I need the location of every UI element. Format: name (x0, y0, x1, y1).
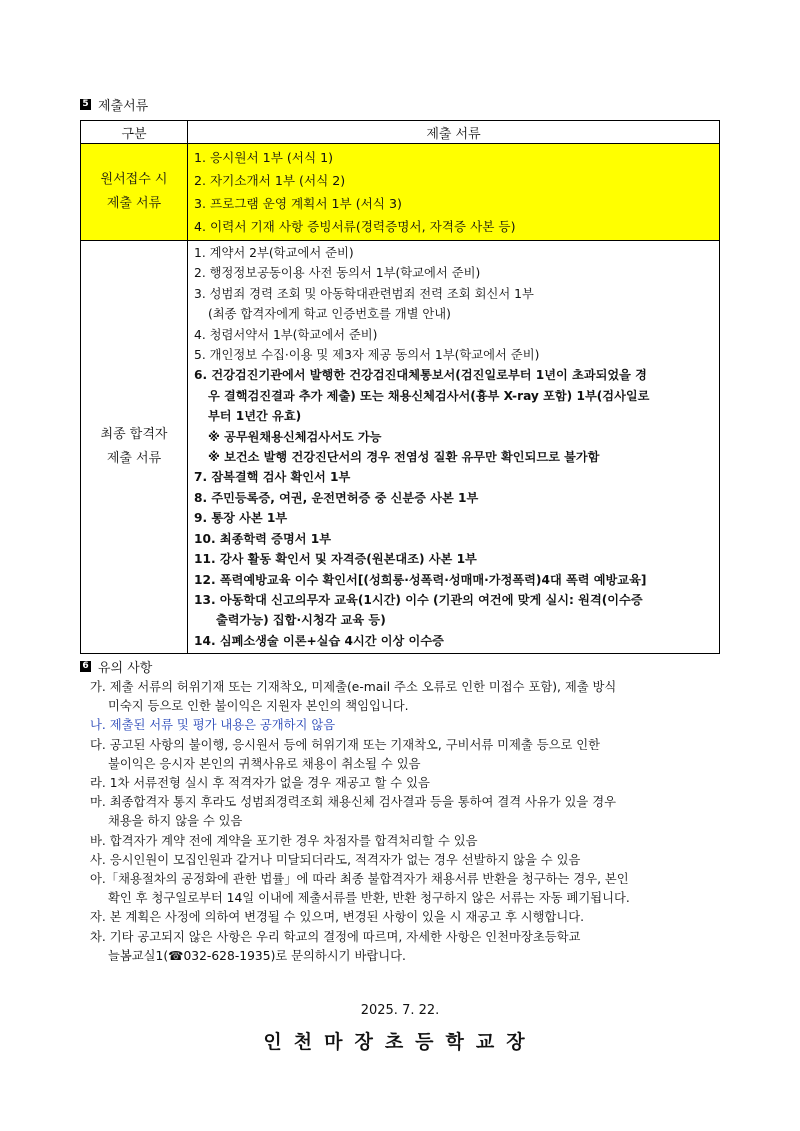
note-item (90, 832, 740, 851)
note-line: 확인 후 청구일로부터 14일 이내에 제출서류를 반환, 반환 청구하지 않은 서류는 자동 폐기됩니다. (108, 891, 630, 906)
note-item (90, 928, 740, 966)
documents-table (80, 120, 720, 654)
list-item: (최종 합격자에게 학교 인증번호를 개별 안내) (208, 307, 451, 322)
list-item: 9. 통장 사본 1부 (194, 511, 288, 526)
note-line: 늘봄교실1(☎032-628-1935)로 문의하시기 바랍니다. (108, 948, 406, 963)
header-documents: 제출 서류 (188, 121, 720, 144)
list-item: 11. 강사 활동 확인서 및 자격증(원본대조) 사본 1부 (194, 552, 477, 567)
list-item: 4. 청렴서약서 1부(학교에서 준비) (194, 327, 378, 342)
list-item: ※ 공무원채용신체검사서도 가능 (208, 429, 382, 444)
list-item: 3. 프로그램 운영 계획서 1부 (서식 3) (194, 196, 402, 211)
category-final (81, 241, 188, 654)
note-item (90, 870, 740, 908)
list-item: 2. 행정정보공동이용 사전 동의서 1부(학교에서 준비) (194, 266, 481, 281)
category-line: 원서접수 시 (100, 172, 168, 187)
header-category: 구분 (81, 121, 188, 144)
category-application (81, 144, 188, 241)
notes-list (90, 678, 740, 966)
list-item: 7. 잠복결핵 검사 확인서 1부 (194, 470, 351, 485)
table-row-final (81, 241, 720, 654)
list-item: 12. 폭력예방교육 이수 확인서[(성희롱·성폭력·성매매·가정폭력)4대 폭력 예방교육] (194, 572, 647, 587)
table-row-application (81, 144, 720, 241)
list-item: 2. 자기소개서 1부 (서식 2) (194, 173, 346, 188)
note-line: 채용을 하지 않을 수 있음 (108, 814, 243, 829)
list-item: 5. 개인정보 수집·이용 및 제3자 제공 동의서 1부(학교에서 준비) (194, 348, 540, 363)
document-date: 2025. 7. 22. (360, 1003, 440, 1018)
note-line: 차. 기타 공고되지 않은 사항은 우리 학교의 결정에 따르며, 자세한 사항은 인천마장초등학교 (90, 929, 581, 944)
section-number-badge: 5 (80, 99, 91, 110)
note-item (90, 716, 740, 735)
note-item (90, 774, 740, 793)
final-documents (188, 241, 720, 654)
section-title: 유의 사항 (98, 661, 153, 676)
list-item: 부터 1년간 유효) (208, 409, 302, 424)
category-line: 제출 서류 (106, 196, 162, 211)
list-item: 14. 심폐소생술 이론+실습 4시간 이상 이수증 (194, 633, 444, 648)
signer-title: 인천마장초등학교장 (263, 1031, 537, 1053)
note-item (90, 851, 740, 870)
list-item: 6. 건강검진기관에서 발행한 건강검진대체통보서(검진일로부터 1년이 초과되었을 경 (194, 368, 647, 383)
section-number-badge: 6 (80, 661, 91, 672)
note-line: 가. 제출 서류의 허위기재 또는 기재착오, 미제출(e-mail 주소 오류로 인한 미접수 포함), 제출 방식 (90, 680, 617, 694)
list-item: ※ 보건소 발행 건강진단서의 경우 전염성 질환 유무만 확인되므로 불가함 (208, 450, 600, 465)
note-item (90, 678, 740, 716)
note-item (90, 908, 740, 927)
note-item (90, 736, 740, 774)
list-item: 10. 최종학력 증명서 1부 (194, 531, 331, 546)
note-line: 미숙지 등으로 인한 불이익은 지원자 본인의 책임입니다. (108, 699, 409, 714)
note-line: 자. 본 계획은 사정에 의하여 변경될 수 있으며, 변경된 사항이 있을 시 재공고 후 시행합니다. (90, 910, 585, 925)
note-line: 다. 공고된 사항의 불이행, 응시원서 등에 허위기재 또는 기재착오, 구비서류 미제출 등으로 인한 (90, 737, 601, 752)
list-item: 1. 응시원서 1부 (서식 1) (194, 150, 334, 165)
section-title: 제출서류 (98, 99, 149, 114)
list-item: 우 결핵검진결과 추가 제출) 또는 채용신체검사서(흉부 X-ray 포함) 1부(검사일로 (208, 388, 650, 403)
application-documents (188, 144, 720, 241)
note-line: 라. 1차 서류전형 실시 후 적격자가 없을 경우 재공고 할 수 있음 (90, 776, 430, 791)
section-6-heading (80, 657, 152, 676)
list-item: 1. 계약서 2부(학교에서 준비) (194, 246, 354, 260)
list-item: 3. 성범죄 경력 조회 및 아동학대관련범죄 전력 조회 회신서 1부 (194, 286, 534, 301)
category-line: 최종 합격자 (100, 427, 168, 443)
section-5-heading (80, 95, 148, 114)
note-line: 마. 최종합격자 통지 후라도 성범죄경력조회 채용신체 검사결과 등을 통하여 결격 사유가 있을 경우 (90, 795, 616, 810)
note-line: 아.「채용절차의 공정화에 관한 법률」에 따라 최종 불합격자가 채용서류 반환을 청구하는 경우, 본인 (90, 872, 629, 887)
list-item: 8. 주민등록증, 여권, 운전면허증 중 신분증 사본 1부 (194, 490, 479, 505)
note-line: 불이익은 응시자 본인의 귀책사유로 채용이 취소될 수 있음 (108, 756, 421, 771)
table-header-row (81, 121, 720, 144)
note-line: 사. 응시인원이 모집인원과 같거나 미달되더라도, 적격자가 없는 경우 선발하지 않을 수 있음 (90, 852, 581, 867)
note-line: 나. 제출된 서류 및 평가 내용은 공개하지 않음 (90, 718, 336, 733)
list-item: 13. 아동학대 신고의무자 교육(1시간) 이수 (기관의 여건에 맞게 실시: 원격(이수증 (194, 592, 643, 607)
list-item: 4. 이력서 기재 사항 증빙서류(경력증명서, 자격증 사본 등) (194, 219, 516, 234)
category-line: 제출 서류 (106, 451, 162, 467)
list-item: 출력가능) 집합·시청각 교육 등) (216, 613, 386, 628)
note-line: 바. 합격자가 계약 전에 계약을 포기한 경우 차점자를 합격처리할 수 있음 (90, 833, 478, 848)
note-item (90, 793, 740, 831)
